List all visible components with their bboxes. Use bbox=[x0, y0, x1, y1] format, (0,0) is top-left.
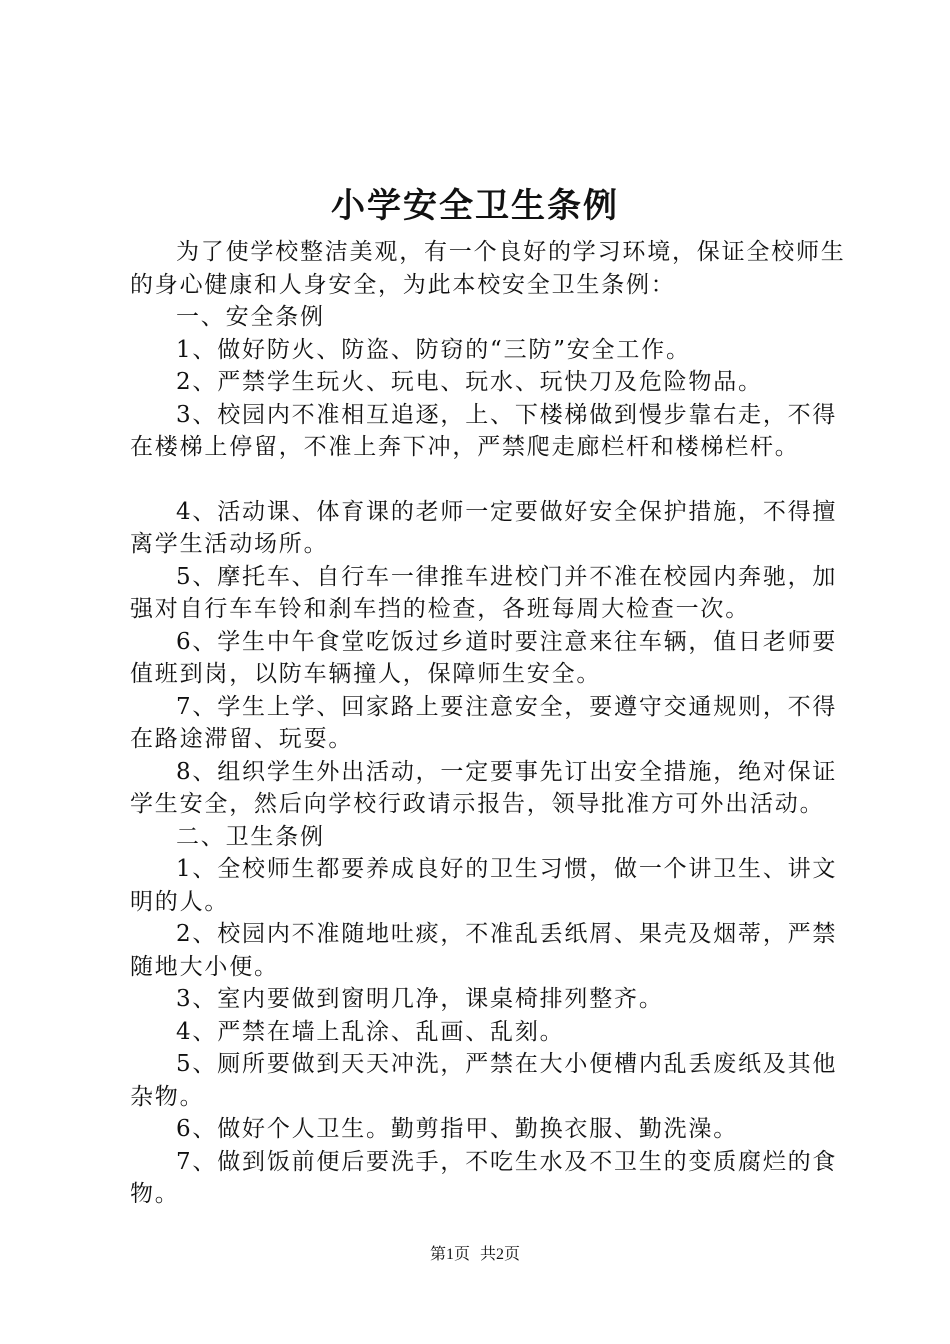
document-title: 小学安全卫生条例 bbox=[331, 186, 619, 226]
intro-paragraph: 为了使学校整洁美观，有一个良好的学习环境，保证全校师生的身心健康和人身安全，为此本校安全卫生条例： bbox=[130, 239, 846, 298]
safety-rule-4: 4、活动课、体育课的老师一定要做好安全保护措施，不得擅离学生活动场所。 bbox=[130, 498, 838, 557]
hygiene-rule-3: 3、室内要做到窗明几净，课桌椅排列整齐。 bbox=[176, 986, 664, 1012]
hygiene-rule-5: 5、厕所要做到天天冲洗，严禁在大小便槽内乱丢废纸及其他杂物。 bbox=[130, 1051, 838, 1110]
section-heading-safety: 一、安全条例 bbox=[176, 304, 325, 330]
page-number-total: 共2页 bbox=[480, 1246, 521, 1263]
hygiene-rule-7: 7、做到饭前便后要洗手，不吃生水及不卫生的变质腐烂的食物。 bbox=[130, 1148, 838, 1207]
page-number-current: 第1页 bbox=[429, 1246, 470, 1263]
safety-rule-7: 7、学生上学、回家路上要注意安全，要遵守交通规则，不得在路途滞留、玩耍。 bbox=[130, 693, 838, 752]
page-footer bbox=[0, 1244, 950, 1266]
document-body bbox=[130, 236, 850, 1211]
hygiene-rule-2: 2、校园内不准随地吐痰，不准乱丢纸屑、果壳及烟蒂，严禁随地大小便。 bbox=[130, 921, 838, 980]
safety-rule-8: 8、组织学生外出活动，一定要事先订出安全措施，绝对保证学生安全，然后向学校行政请示报告，领导批准方可外出活动。 bbox=[130, 758, 838, 817]
section-heading-hygiene: 二、卫生条例 bbox=[176, 823, 325, 850]
hygiene-rule-6: 6、做好个人卫生。勤剪指甲、勤换衣服、勤洗澡。 bbox=[176, 1116, 739, 1142]
safety-rule-6: 6、学生中午食堂吃饭过乡道时要注意来往车辆，值日老师要值班到岗，以防车辆撞人，保障师生安全。 bbox=[130, 628, 838, 687]
safety-rule-1: 1、做好防火、防盗、防窃的“三防”安全工作。 bbox=[176, 336, 691, 363]
safety-rule-2: 2、严禁学生玩火、玩电、玩水、玩快刀及危险物品。 bbox=[176, 369, 763, 395]
hygiene-rule-1: 1、全校师生都要养成良好的卫生习惯，做一个讲卫生、讲文明的人。 bbox=[130, 856, 838, 915]
hygiene-rule-4: 4、严禁在墙上乱涂、乱画、乱刻。 bbox=[176, 1018, 565, 1045]
safety-rule-3: 3、校园内不准相互追逐，上、下楼梯做到慢步靠右走，不得在楼梯上停留，不准上奔下冲，严禁爬走廊栏杆和楼梯栏杆。 bbox=[130, 401, 838, 460]
safety-rule-5: 5、摩托车、自行车一律推车进校门并不准在校园内奔驰，加强对自行车车铃和刹车挡的检查，各班每周大检查一次。 bbox=[130, 563, 838, 622]
